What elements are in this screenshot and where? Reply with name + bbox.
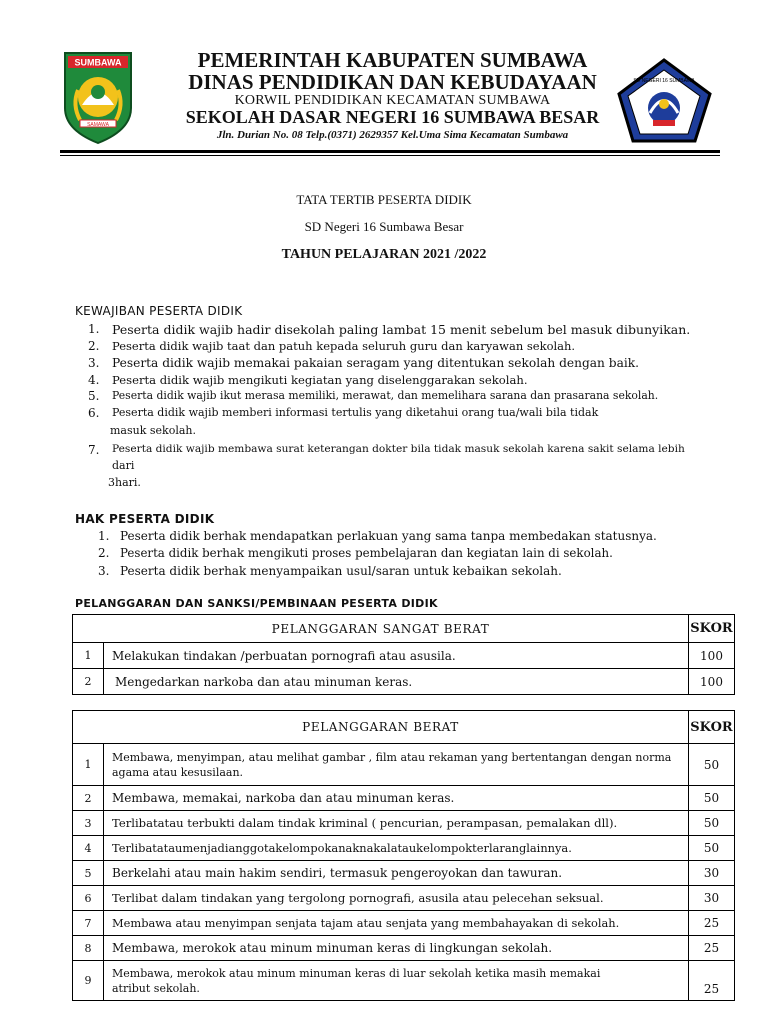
row-description [104, 961, 689, 1001]
letterhead-address: Jln. Durian No. 08 Telp.(0371) 2629357 Kel.Uma Sima Kecamatan Sumbawa [216, 129, 569, 141]
list-item-continuation: masuk sekolah. [110, 424, 196, 437]
list-item-number: 1. [98, 529, 110, 543]
row-description-line: Membawa, menyimpan, atau melihat gambar , film atau rekaman yang bertentangan dengan norma [112, 750, 672, 764]
table-row [73, 786, 735, 811]
list-item: Peserta didik berhak mendapatkan perlakuan yang sama tanpa membedakan statusnya. [120, 529, 657, 543]
list-item: Peserta didik wajib hadir disekolah paling lambat 15 menit sebelum bel masuk dibunyikan. [112, 322, 691, 337]
svg-text:SD NEGERI 16 SUMBAWA: SD NEGERI 16 SUMBAWA [633, 78, 695, 84]
school-emblem-logo [617, 58, 712, 143]
list-item-number: 2. [88, 339, 100, 353]
list-item: Peserta didik wajib mengikuti kegiatan yang diselenggarakan sekolah. [112, 373, 528, 387]
row-description-line: atribut sekolah. [112, 981, 200, 995]
table-header-label: PELANGGARAN BERAT [73, 711, 689, 744]
row-number: 2 [73, 669, 104, 695]
document-year: TAHUN PELAJARAN 2021 /2022 [281, 247, 487, 262]
row-number: 3 [73, 811, 104, 836]
table-header-skor: SKOR [689, 711, 735, 744]
table-header-row [73, 615, 735, 643]
list-item: Peserta didik berhak menyampaikan usul/saran untuk kebaikan sekolah. [120, 564, 562, 578]
list-item-number: 3. [88, 356, 100, 370]
letterhead-korwil: KORWIL PENDIDIKAN KECAMATAN SUMBAWA [234, 93, 551, 108]
row-number: 1 [73, 744, 104, 786]
letterhead-government: PEMERINTAH KABUPATEN SUMBAWA [197, 48, 588, 72]
document-school: SD Negeri 16 Sumbawa Besar [304, 219, 464, 234]
kewajiban-heading: KEWAJIBAN PESERTA DIDIK [75, 304, 243, 318]
list-item: Peserta didik berhak mengikuti proses pembelajaran dan kegiatan lain di sekolah. [120, 546, 613, 560]
row-skor: 50 [689, 836, 735, 861]
letterhead-divider [60, 150, 720, 153]
table-row [73, 911, 735, 936]
letterhead-department: DINAS PENDIDIKAN DAN KEBUDAYAAN [188, 70, 597, 94]
row-description: Melakukan tindakan /perbuatan pornografi atau asusila. [104, 643, 689, 669]
row-skor: 30 [689, 886, 735, 911]
row-number: 6 [73, 886, 104, 911]
row-description: Membawa atau menyimpan senjata tajam atau senjata yang membahayakan di sekolah. [104, 911, 689, 936]
table-pelanggaran-sangat-berat [72, 614, 735, 695]
row-description [104, 744, 689, 786]
row-description: Membawa, memakai, narkoba dan atau minuman keras. [104, 786, 689, 811]
row-description: Terlibatataumenjadianggotakelompokanaknakalataukelompokterlaranglainnya. [104, 836, 689, 861]
table-header-row [73, 711, 735, 744]
svg-text:SAMAWA: SAMAWA [87, 122, 109, 128]
row-skor: 50 [689, 744, 735, 786]
table-row [73, 836, 735, 861]
svg-text:SUMBAWA: SUMBAWA [74, 57, 122, 68]
list-item-number: 4. [88, 373, 100, 387]
row-description: Terlibatatau terbukti dalam tindak kriminal ( pencurian, perampasan, pemalakan dll). [104, 811, 689, 836]
letterhead-divider-thin [60, 155, 720, 156]
table-row [73, 861, 735, 886]
table-pelanggaran-berat [72, 710, 735, 1001]
row-skor: 100 [689, 643, 735, 669]
row-skor: 50 [689, 811, 735, 836]
row-skor: 25 [689, 936, 735, 961]
row-description: Terlibat dalam tindakan yang tergolong pornografi, asusila atau pelecehan seksual. [104, 886, 689, 911]
table-row [73, 961, 735, 1001]
row-skor: 30 [689, 861, 735, 886]
row-skor: 25 [689, 911, 735, 936]
row-number: 7 [73, 911, 104, 936]
table-header-skor: SKOR [689, 615, 735, 643]
table-row [73, 669, 735, 695]
row-number: 2 [73, 786, 104, 811]
table-row [73, 936, 735, 961]
table-row [73, 886, 735, 911]
hak-heading: HAK PESERTA DIDIK [75, 512, 215, 526]
list-item-number: 6. [88, 406, 100, 420]
list-item: Peserta didik wajib membawa surat keterangan dokter bila tidak masuk sekolah karena sakit selama lebih [112, 443, 685, 455]
table-row [73, 643, 735, 669]
row-number: 5 [73, 861, 104, 886]
table-row [73, 744, 735, 786]
row-number: 4 [73, 836, 104, 861]
list-item-continuation: dari [112, 459, 135, 472]
row-description-line: Membawa, merokok atau minum minuman keras di luar sekolah ketika masih memakai [112, 966, 601, 980]
document-title: TATA TERTIB PESERTA DIDIK [296, 192, 472, 207]
list-item: Peserta didik wajib memberi informasi tertulis yang diketahui orang tua/wali bila tidak [112, 406, 599, 419]
pelanggaran-heading: PELANGGARAN DAN SANKSI/PEMBINAAN PESERTA DIDIK [75, 597, 438, 610]
letterhead-school: SEKOLAH DASAR NEGERI 16 SUMBAWA BESAR [185, 107, 600, 127]
row-description: Mengedarkan narkoba dan atau minuman keras. [104, 669, 689, 695]
row-skor: 25 [689, 961, 735, 1001]
list-item: Peserta didik wajib memakai pakaian seragam yang ditentukan sekolah dengan baik. [112, 356, 639, 370]
list-item-number: 2. [98, 546, 110, 560]
row-skor: 50 [689, 786, 735, 811]
row-description: Berkelahi atau main hakim sendiri, termasuk pengeroyokan dan tawuran. [104, 861, 689, 886]
row-number: 1 [73, 643, 104, 669]
row-number: 8 [73, 936, 104, 961]
row-description-line: agama atau kesusilaan. [112, 765, 244, 779]
list-item: Peserta didik wajib ikut merasa memiliki, merawat, dan memelihara sarana dan prasarana sekolah. [112, 389, 659, 402]
row-skor: 100 [689, 669, 735, 695]
row-number: 9 [73, 961, 104, 1001]
sumbawa-regency-logo [62, 50, 134, 145]
table-header-label: PELANGGARAN SANGAT BERAT [73, 615, 689, 643]
row-description: Membawa, merokok atau minum minuman keras di lingkungan sekolah. [104, 936, 689, 961]
list-item: Peserta didik wajib taat dan patuh kepada seluruh guru dan karyawan sekolah. [112, 339, 576, 353]
list-item-number: 7. [88, 443, 100, 457]
list-item-number: 3. [98, 564, 110, 578]
table-row [73, 811, 735, 836]
list-item-number: 5. [88, 389, 100, 403]
list-item-number: 1. [88, 322, 100, 336]
list-item-continuation: 3hari. [108, 476, 141, 489]
